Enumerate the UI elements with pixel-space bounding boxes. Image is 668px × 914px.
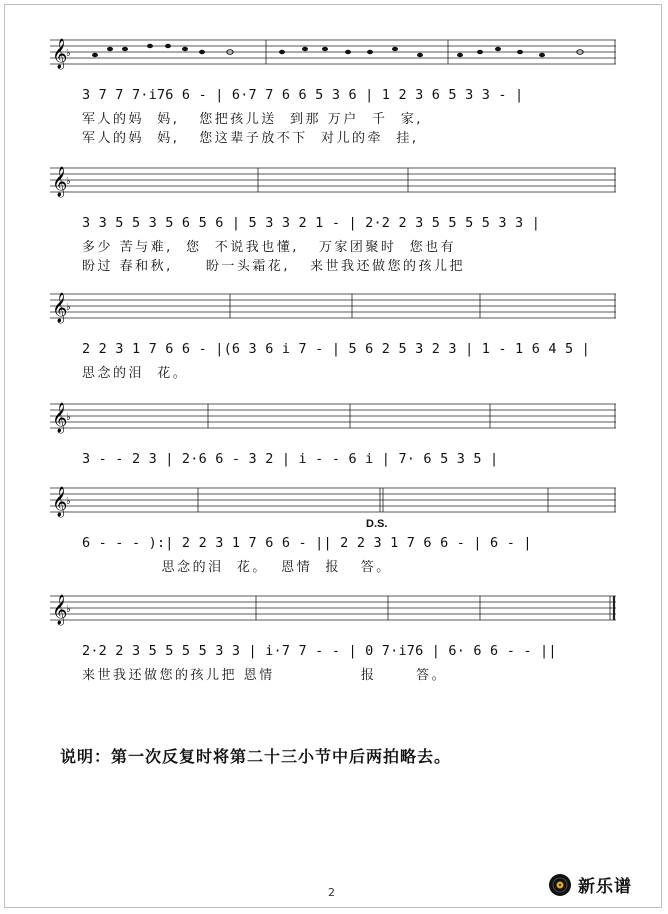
svg-text:𝄞: 𝄞 — [52, 403, 68, 433]
svg-text:𝄞: 𝄞 — [52, 595, 68, 625]
staff-notation-4 — [50, 402, 616, 434]
jianpu-line-2: 3 3 5 5 3 5 6 5 6 | 5 3 3 2 1 - | 2·2 2 3 5 5 5 5 3 3 | — [82, 215, 541, 231]
lyrics-line-1b: 军人的妈 妈, 您这辈子放不下 对儿的牵 挂, — [82, 130, 419, 146]
svg-text:♭: ♭ — [66, 176, 71, 187]
jianpu-line-4: 3 - - 2 3 | 2·6 6 - 3 2 | i - - 6 i | 7· 6 5 3 5 | — [82, 451, 499, 467]
svg-text:♭: ♭ — [66, 48, 71, 59]
jianpu-line-3: 2 2 3 1 7 6 6 - |(6 3 6 i 7 - | 5 6 2 5 3 2 3 | 1 - 1 6 4 5 | — [82, 341, 590, 357]
jianpu-line-1: 3 7 7 7·i76 6 - | 6·7 7 6 6 5 3 6 | 1 2 3 6 5 3 3 - | — [82, 87, 524, 103]
dal-segno-mark: D.S. — [366, 518, 388, 530]
staff-notation-2 — [50, 166, 616, 198]
jianpu-line-5: 6 - - - ):| 2 2 3 1 7 6 6 - || 2 2 3 1 7 6 6 - | 6 - | — [82, 535, 532, 551]
logo-text: 新乐谱 — [578, 877, 632, 897]
lyrics-line-5a: 思念的泪 花。 恩情 报 答。 — [82, 559, 392, 575]
lyrics-line-6a: 来世我还做您的孩儿把 恩情 报 答。 — [82, 667, 448, 683]
lyrics-line-1a: 军人的妈 妈, 您把孩儿送 到那 万户 千 家, — [82, 111, 423, 127]
svg-text:♭: ♭ — [66, 412, 71, 423]
staff-notation-5 — [50, 486, 616, 518]
lyrics-line-2a: 多少 苦与难, 您 不说我也懂, 万家团聚时 您也有 — [82, 239, 457, 255]
lyrics-line-3a: 思念的泪 花。 — [82, 365, 189, 381]
svg-text:♭: ♭ — [66, 302, 71, 313]
vinyl-record-icon — [548, 873, 572, 897]
svg-text:♭: ♭ — [66, 496, 71, 507]
svg-text:𝄞: 𝄞 — [52, 39, 68, 69]
lyrics-line-2b: 盼过 春和秋, 盼一头霜花, 来世我还做您的孩儿把 — [82, 258, 465, 274]
svg-text:𝄞: 𝄞 — [52, 293, 68, 323]
staff-notation-1 — [50, 38, 616, 70]
staff-notation-6 — [50, 594, 616, 626]
svg-text:♭: ♭ — [66, 604, 71, 615]
jianpu-line-6: 2·2 2 3 5 5 5 5 3 3 | i·7 7 - - | 0 7·i76 | 6· 6 6 - - || — [82, 643, 557, 659]
svg-text:𝄞: 𝄞 — [52, 167, 68, 197]
staff-notation-3 — [50, 292, 616, 324]
site-logo — [548, 872, 632, 897]
svg-text:𝄞: 𝄞 — [52, 487, 68, 517]
page-number: 2 — [328, 886, 335, 899]
performance-note: 说明：第一次反复时将第二十三小节中后两拍略去。 — [60, 747, 452, 766]
